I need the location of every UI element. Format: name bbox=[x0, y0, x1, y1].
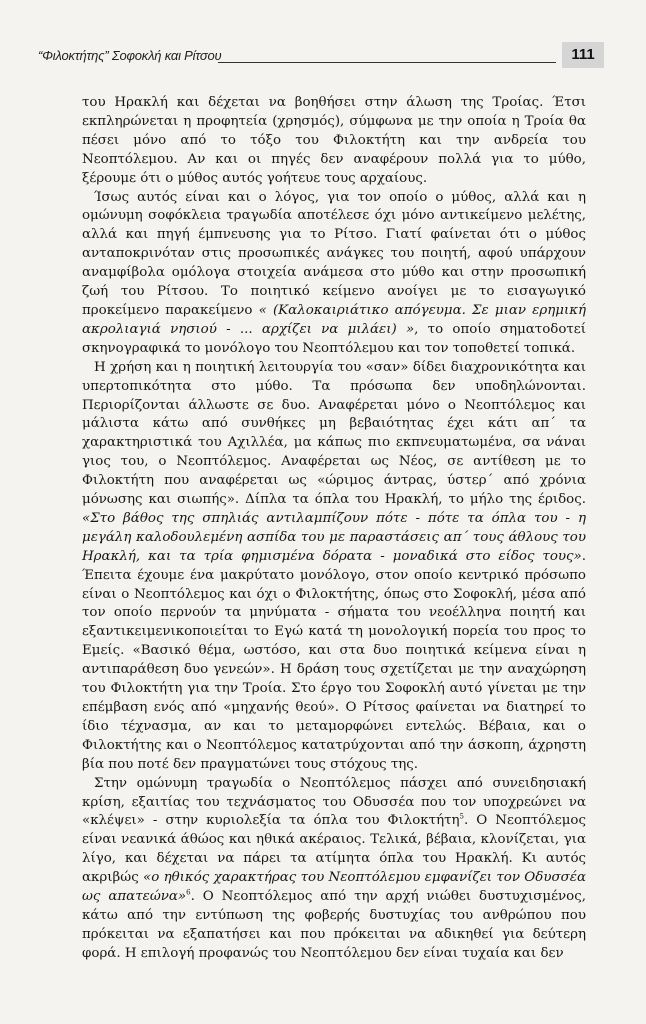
paragraph-text: . Ο Νεοπτόλεμος από την αρχή νιώθει δυστυχισμένος, κάτω από την εντύπωση της φοβερής δυστυχίας του ανθρώπου που πρόκειται να εξαπατήσει και που πρόκειται να αδικηθεί για δεύτερη φορά. Η επιλογή προφανώς του Νεοπτόλεμου δεν είναι τυχαία και δεν bbox=[82, 889, 587, 961]
paragraph-text: Ίσως αυτός είναι και ο λόγος, για τον οποίο ο μύθος, αλλά και η ομώνυμη σοφόκλεια τραγωδία αποτέλεσε όχι μόνο αντικείμενο μελέτης, αλλά και πηγή έμπνευσης για το Ρίτσο. Γιατί φαίνεται ότι ο μύθος ανταποκρινόταν στις προσωπικές ανάγκες του ποιητή, αφού υπάρχουν αναμφίβολα ομόλογα στοιχεία ανάμεσα στο μύθο και στην προσωπική ζωή του Ρίτσου. Το ποιητικό κείμενο ανοίγει με το εισαγωγικό προκείμενο παρακείμενο bbox=[82, 189, 586, 318]
body-text bbox=[82, 94, 586, 964]
paragraph-text: του Ηρακλή και δέχεται να βοηθήσει στην άλωση της Τροίας. Έτσι εκπληρώνεται η προφητεία (χρησμός), σύμφωνα με την οποία η Τροία θα πέσει μόνο από το τόξο του Φιλοκτήτη και την ανδρεία του Νεοπτόλεμου. Αν και οι πηγές δεν αναφέρουν πολλά για το μύθο, ξέρουμε ότι ο μύθος αυτός γοήτευε τους αρχαίους. bbox=[82, 95, 586, 186]
header-rule bbox=[218, 62, 556, 63]
quoted-text: «ο ηθικός χαρακτήρας του Νεοπτόλεμου εμφανίζει τον Οδυσσέα ως απατεώνα» bbox=[82, 870, 586, 905]
paragraph bbox=[82, 189, 586, 359]
paragraph bbox=[82, 775, 586, 964]
footnote-marker: 5 bbox=[459, 812, 465, 821]
paragraph-text: Στην ομώνυμη τραγωδία ο Νεοπτόλεμος πάσχει από συνειδησιακή κρίση, εξαιτίας του τεχνάσματος του Οδυσσέα που τον υποχρεώνει να «κλέψει» - στην κυριολεξία τα όπλα του Φιλοκτήτη bbox=[82, 775, 586, 829]
paragraph bbox=[82, 359, 586, 775]
paragraph-text: . Έπειτα έχουμε ένα μακρύτατο μονόλογο, στον οποίο κεντρικό πρόσωπο είναι ο Νεοπτόλεμος και όχι ο Φιλοκτήτης, όπως στο Σοφοκλή, μέσα από τον οποίο περνούν τα μηνύματα - σήματα του νεοέλληνα ποιητή και εξαντικειμενικοποιείται το Εγώ κατά τη μονολογική πορεία του προς το Εμείς. «Βασικό θέμα, ωστόσο, και στα δυο ποιητικά κείμενα είναι η αντιπαράθεση δυο γενεών». Η δράση τους σχετίζεται με την αναχώρηση του Φιλοκτήτη για την Τροία. Στο έργο του Σοφοκλή αυτό γίνεται με την επέμβαση ενός από «μηχανής θεού». Ο Ρίτσος φαίνεται να διατηρεί το ίδιο τέχνασμα, αν και το μεταμορφώνει εντελώς. Βέβαια, και ο Φιλοκτήτης και ο Νεοπτόλεμος κατατρύχονται από την άσκοπη, άχρηστη βία που ποτέ δεν πραγματώνει τους στόχους της. bbox=[82, 548, 586, 772]
paragraph-text: . Ο Νεοπτόλεμος είναι νεανικά άθώος και ηθικά ακέραιος. Τελικά, βέβαια, κλονίζεται, για λίγο, και δέχεται να πάρει τα ατίμητα όπλα του Ηρακλή. Κι αυτός ακριβώς bbox=[82, 813, 586, 886]
running-header-title: “Φιλοκτήτης” Σοφοκλή και Ρίτσου bbox=[38, 48, 222, 63]
quoted-text: «Στο βάθος της σπηλιάς αντιλαμπίζουν πότε - πότε τα όπλα του - η μεγάλη καλοδουλεμένη ασπίδα του με παραστάσεις απ΄ τους άθλους του Ηρακλή, και τα τρία φημισμένα δόρατα - μοναδικά στο είδος τους» bbox=[82, 510, 586, 564]
paragraph-text: , το οποίο σηματοδοτεί σκηνογραφικά το μονόλογο του Νεοπτόλεμου και τον τοποθετεί τοπικά. bbox=[82, 321, 586, 356]
running-header bbox=[38, 40, 606, 74]
paragraph bbox=[82, 94, 586, 189]
quoted-text: « (Καλοκαιριάτικο απόγευμα. Σε μιαν ερημική ακρολιαγιά νησιού - ... αρχίζει να μιλάει) » bbox=[82, 302, 586, 337]
footnote-marker: 6 bbox=[186, 888, 191, 897]
page-number: 111 bbox=[562, 42, 604, 68]
paragraph-text: Η χρήση και η ποιητική λειτουργία του «σαν» δίδει διαχρονικότητα και υπερτοπικότητα στο μύθο. Τα πρόσωπα δεν υποδηλώνονται. Περιορίζονται άλλωστε σε δυο. Αναφέρεται μόνο ο Νεοπτόλεμος και μάλιστα κάτω από συνθήκες μη βεβαιότητας έχει κάτι απ΄ τα χαρακτηριστικά του Αχιλλέα, μα κάπως πιο εκπνευματωμένα, σα νάναι γιος του, ο Νεοπτόλεμος. Αναφέρεται ως Νέος, σε αντίθεση με το Φιλοκτήτη που αναφέρεται ως «ώριμος άντρας, ύστερ΄ από χρόνια μόνωσης και σιωπής». Δίπλα τα όπλα του Ηρακλή, το μήλο της έριδος. bbox=[82, 359, 586, 508]
